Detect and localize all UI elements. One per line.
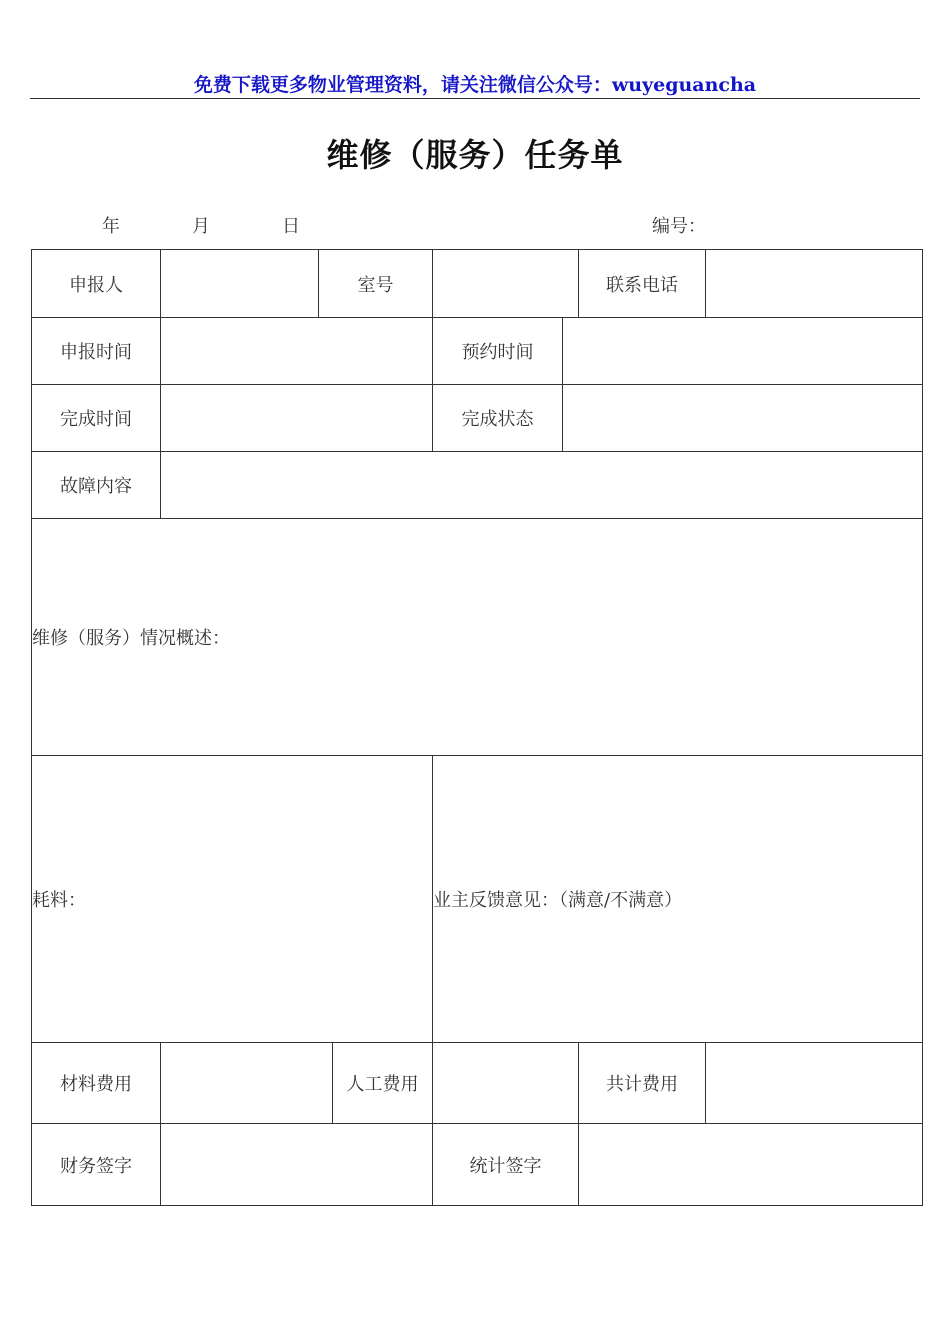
serial-number-label: 编号： [652, 216, 706, 237]
material-cost-label: 材料费用 [32, 1043, 161, 1124]
form-row-reporter [32, 250, 923, 318]
total-cost-label: 共计费用 [579, 1043, 706, 1124]
stats-sign-field[interactable] [579, 1124, 923, 1206]
form-row-fault [32, 452, 923, 519]
feedback-field[interactable] [433, 756, 923, 1043]
task-form-table [31, 249, 923, 1206]
report-time-field[interactable] [161, 318, 433, 385]
completion-time-label: 完成时间 [32, 385, 161, 452]
completion-status-label: 完成状态 [433, 385, 563, 452]
form-row-signatures [32, 1124, 923, 1206]
materials-field[interactable] [32, 756, 433, 1043]
stats-sign-label: 统计签字 [433, 1124, 579, 1206]
form-row-costs [32, 1043, 923, 1124]
finance-sign-field[interactable] [161, 1124, 433, 1206]
room-field[interactable] [433, 250, 579, 318]
summary-field[interactable] [32, 519, 923, 756]
form-row-summary [32, 519, 923, 756]
summary-label: 维修（服务）情况概述： [32, 628, 230, 649]
fault-label: 故障内容 [32, 452, 161, 519]
form-row-completion [32, 385, 923, 452]
labor-cost-label: 人工费用 [333, 1043, 433, 1124]
date-month-label: 月 [192, 216, 210, 237]
header-banner: 免费下载更多物业管理资料，请关注微信公众号：wuyeguancha [193, 74, 757, 96]
feedback-label: 业主反馈意见：（满意/不满意） [433, 890, 683, 911]
report-time-label: 申报时间 [32, 318, 161, 385]
appointment-time-label: 预约时间 [433, 318, 563, 385]
phone-field[interactable] [706, 250, 923, 318]
reporter-label: 申报人 [32, 250, 161, 318]
appointment-time-field[interactable] [563, 318, 923, 385]
completion-status-field[interactable] [563, 385, 923, 452]
header-divider [30, 98, 920, 99]
total-cost-field[interactable] [706, 1043, 923, 1124]
form-row-times [32, 318, 923, 385]
date-year-label: 年 [102, 216, 120, 237]
completion-time-field[interactable] [161, 385, 433, 452]
finance-sign-label: 财务签字 [32, 1124, 161, 1206]
room-label: 室号 [319, 250, 433, 318]
material-cost-field[interactable] [161, 1043, 333, 1124]
date-day-label: 日 [282, 216, 300, 237]
materials-label: 耗料： [32, 890, 86, 911]
page-title: 维修（服务）任务单 [326, 136, 624, 174]
reporter-field[interactable] [161, 250, 319, 318]
labor-cost-field[interactable] [433, 1043, 579, 1124]
form-row-materials-feedback [32, 756, 923, 1043]
phone-label: 联系电话 [579, 250, 706, 318]
fault-field[interactable] [161, 452, 923, 519]
